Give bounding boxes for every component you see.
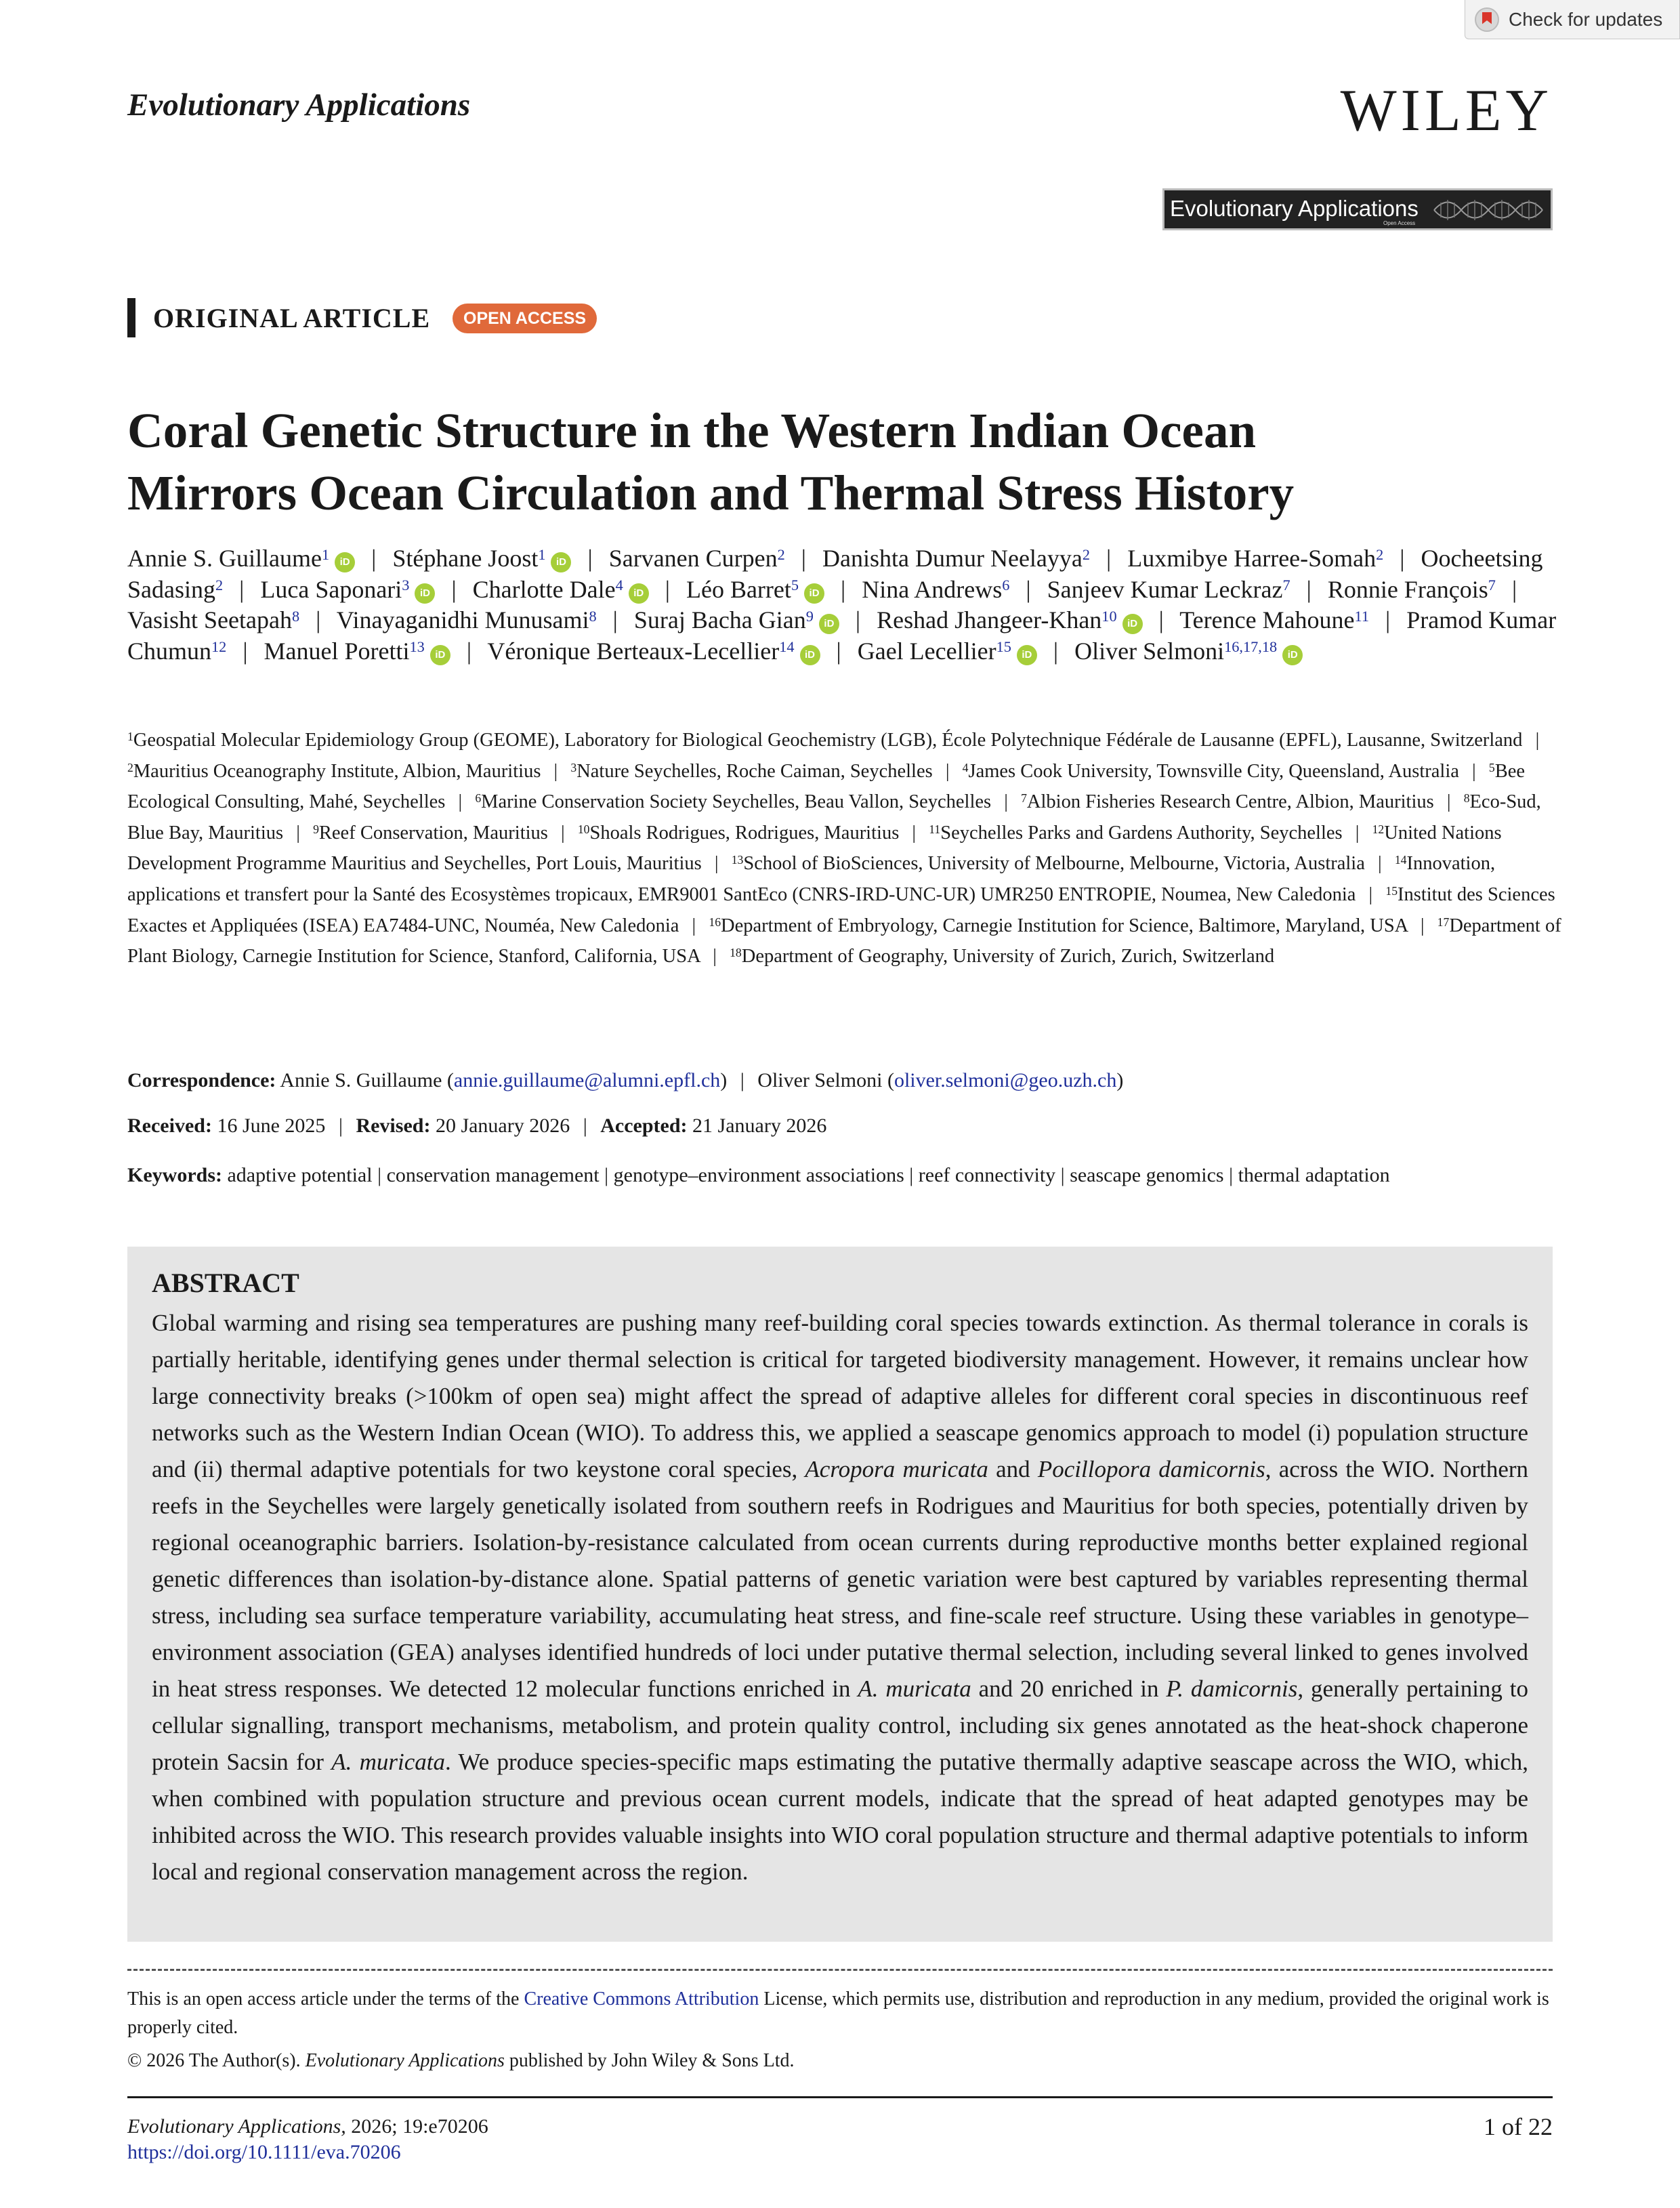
orcid-icon[interactable]: iD bbox=[800, 645, 820, 665]
copyright-pre: © 2026 The Author(s). bbox=[127, 2050, 301, 2071]
orcid-icon[interactable]: iD bbox=[430, 645, 450, 665]
affiliation bbox=[732, 853, 1365, 874]
author-affiliation-ref: 2 bbox=[777, 545, 785, 563]
affiliation-list bbox=[127, 725, 1563, 972]
affiliation-text: Department of Embryology, Carnegie Institution for Science, Baltimore, Maryland, USA bbox=[721, 915, 1408, 936]
author-affiliation-ref: 8 bbox=[589, 607, 597, 625]
dna-helix-icon bbox=[1433, 193, 1548, 227]
copyright bbox=[127, 2050, 795, 2072]
author-name: Reshad Jhangeer-Khan bbox=[877, 606, 1102, 633]
affiliation bbox=[578, 822, 899, 843]
affiliation-text: Innovation, applications et transfert pour la Santé des Ecosystèmes tropicaux, EMR9001 SantEco (CNRS-IRD-UNC-UR) UMR250 ENTROPIE, Noumea, New Caledonia bbox=[127, 853, 1496, 905]
wiley-logo: WILEY bbox=[1340, 78, 1553, 144]
license-notice bbox=[127, 1985, 1553, 2042]
keywords-label: Keywords: bbox=[127, 1164, 222, 1186]
correspondence: Correspondence: Annie S. Guillaume (annie.guillaume@alumni.epfl.ch) | Oliver Selmoni (oliver.selmoni@geo.uzh.ch) bbox=[127, 1069, 1124, 1091]
author-name: Sanjeev Kumar Leckraz bbox=[1047, 575, 1283, 603]
species-name: Pocillopora damicornis bbox=[1037, 1456, 1265, 1482]
orcid-icon[interactable]: iD bbox=[551, 552, 571, 572]
author-name: Suraj Bacha Gian bbox=[633, 606, 806, 633]
check-for-updates-button[interactable] bbox=[1465, 0, 1680, 39]
author-affiliation-ref: 7 bbox=[1488, 577, 1496, 594]
affiliation-text: United Nations Development Programme Mauritius and Seychelles, Port Louis, Mauritius bbox=[127, 822, 1502, 875]
abstract-part-4: , generally pertaining to cellular signalling, transport mechanisms, metabolism, and protein quality control, including six genes annotated as the heat-shock chaperone protein Sacsin for bbox=[152, 1675, 1529, 1775]
affiliation-number: 18 bbox=[730, 946, 742, 960]
affiliation-text: School of BioSciences, University of Melbourne, Melbourne, Victoria, Australia bbox=[743, 853, 1365, 875]
author-separator: | bbox=[1400, 545, 1405, 572]
affiliation-separator: | bbox=[912, 822, 917, 843]
author bbox=[609, 545, 785, 572]
author-name: Sarvanen Curpen bbox=[608, 545, 778, 572]
open-access-badge: OPEN ACCESS bbox=[453, 304, 597, 333]
author-affiliation-ref: 4 bbox=[615, 577, 623, 594]
affiliation bbox=[963, 761, 1459, 782]
author bbox=[1328, 576, 1496, 603]
author-separator: | bbox=[371, 545, 377, 572]
affiliation bbox=[570, 761, 932, 782]
author-name: Manuel Poretti bbox=[264, 637, 410, 665]
orcid-icon[interactable]: iD bbox=[415, 583, 435, 604]
affiliation bbox=[929, 822, 1342, 843]
doi-link[interactable]: https://doi.org/10.1111/eva.70206 bbox=[127, 2141, 401, 2163]
affiliation bbox=[127, 761, 541, 782]
author-affiliation-ref: 7 bbox=[1282, 577, 1290, 594]
author-name: Nina Andrews bbox=[862, 575, 1003, 603]
dashed-divider bbox=[127, 1969, 1553, 1971]
affiliation-number: 1 bbox=[127, 730, 133, 744]
affiliation-number: 15 bbox=[1385, 884, 1398, 898]
author-separator: | bbox=[239, 575, 245, 603]
title-line-1: Coral Genetic Structure in the Western Indian Ocean bbox=[127, 403, 1257, 458]
author bbox=[127, 545, 355, 572]
species-name: P. damicornis bbox=[1166, 1675, 1298, 1702]
orcid-icon[interactable]: iD bbox=[629, 583, 649, 604]
affiliation-text: Nature Seychelles, Roche Caiman, Seychelles bbox=[576, 760, 933, 782]
correspondence-author-2: Oliver Selmoni bbox=[757, 1069, 883, 1091]
footer-rule bbox=[127, 2096, 1553, 2098]
journal-banner[interactable] bbox=[1162, 188, 1553, 230]
orcid-icon[interactable]: iD bbox=[1282, 645, 1303, 665]
author bbox=[877, 606, 1142, 633]
banner-text: Evolutionary Applications bbox=[1170, 196, 1419, 221]
affiliation-text: Reef Conservation, Mauritius bbox=[318, 822, 548, 843]
crossmark-icon bbox=[1475, 7, 1499, 32]
author-name: Danishta Dumur Neelayya bbox=[822, 545, 1083, 572]
abstract-part-3: and 20 enriched in bbox=[978, 1675, 1159, 1702]
revised-date: 20 January 2026 bbox=[435, 1115, 570, 1137]
title-line-2: Mirrors Ocean Circulation and Thermal Stress History bbox=[127, 465, 1295, 520]
author bbox=[862, 576, 1009, 603]
keyword: seascape genomics bbox=[1070, 1164, 1224, 1186]
email-link-1[interactable]: annie.guillaume@alumni.epfl.ch bbox=[453, 1069, 721, 1091]
article-title bbox=[127, 400, 1563, 524]
abstract-part-2: , across the WIO. Northern reefs in the Seychelles were largely genetically isolated from southern reefs in Rodrigues and Mauritius for both species, potentially driven by regional oceanographic barriers. Isolation-by-resistance calculated from ocean currents during reproductive months better explained regional genetic differences than isolation-by-distance alone. Spatial patterns of genetic variation were best captured by variables representing thermal stress, including sea surface temperature variability, accumulating heat stress, and fine-scale reef structure. Using these variables in genotype–environment association (GEA) analyses identified hundreds of loci under putative thermal selection, including several linked to genes involved in heat stress responses. We detected 12 molecular functions enriched in bbox=[152, 1456, 1529, 1702]
affiliation-number: 13 bbox=[731, 853, 744, 867]
affiliation-number: 6 bbox=[475, 791, 482, 806]
species-name: Acropora muricata bbox=[805, 1456, 988, 1482]
abstract-and: and bbox=[996, 1456, 1030, 1482]
affiliation-separator: | bbox=[1420, 915, 1425, 936]
author-name: Vasisht Seetapah bbox=[127, 606, 292, 633]
correspondence-author-1: Annie S. Guillaume bbox=[280, 1069, 442, 1091]
footer-journal: Evolutionary Applications, bbox=[127, 2115, 346, 2138]
article-type: ORIGINAL ARTICLE bbox=[153, 303, 431, 333]
affiliation-text: Eco-Sud, Blue Bay, Mauritius bbox=[127, 791, 1541, 843]
abstract-part-5: . We produce species-specific maps estimating the putative thermally adaptive seascape across the WIO, which, when combined with population structure and previous ocean current models, indicate that the spread of heat adapted genotypes may be inhibited across the WIO. This research provides valuable insights into WIO coral population structure and thermal adaptive potentials to inform local and regional conservation management across the region. bbox=[152, 1749, 1529, 1885]
author-separator: | bbox=[1385, 606, 1391, 633]
author-separator: | bbox=[1053, 637, 1059, 665]
correspondence-label: Correspondence: bbox=[127, 1069, 276, 1091]
affiliation-text: Bee Ecological Consulting, Mahé, Seychelles bbox=[127, 760, 1526, 813]
affiliation-number: 2 bbox=[127, 760, 133, 774]
author-affiliation-ref: 9 bbox=[805, 607, 814, 625]
keyword: adaptive potential bbox=[227, 1164, 373, 1186]
affiliation-number: 8 bbox=[1463, 791, 1470, 806]
author-affiliation-ref: 1 bbox=[321, 545, 330, 563]
accepted-date: 21 January 2026 bbox=[692, 1115, 827, 1137]
abstract-part-1: Global warming and rising sea temperatures are pushing many reef-building coral species towards extinction. As thermal tolerance in corals is partially heritable, identifying genes under thermal selection is critical for targeted biodiversity management. However, it remains unclear how large connectivity breaks (>100km of open sea) might affect the spread of adaptive alleles for different coral species in discontinuous reef networks such as the Western Indian Ocean (WIO). To address this, we applied a seascape genomics approach to model (i) population structure and (ii) thermal adaptive potentials for two keystone coral species, bbox=[152, 1310, 1528, 1482]
author bbox=[392, 545, 571, 572]
abstract-heading: ABSTRACT bbox=[152, 1268, 299, 1298]
author-name: Léo Barret bbox=[686, 575, 791, 603]
creative-commons-link[interactable]: Creative Commons Attribution bbox=[524, 1988, 759, 2009]
affiliation-separator: | bbox=[692, 915, 696, 936]
orcid-icon[interactable]: iD bbox=[804, 583, 824, 604]
affiliation-number: 7 bbox=[1021, 791, 1027, 806]
affiliation bbox=[709, 915, 1407, 936]
affiliation-separator: | bbox=[714, 853, 719, 875]
affiliation-number: 5 bbox=[1488, 760, 1495, 774]
affiliation-text: Albion Fisheries Research Centre, Albion, Mauritius bbox=[1026, 791, 1434, 813]
affiliation-text: Seychelles Parks and Gardens Authority, Seychelles bbox=[940, 822, 1343, 843]
author-separator: | bbox=[836, 637, 841, 665]
affiliation bbox=[313, 822, 548, 843]
affiliation-separator: | bbox=[1446, 791, 1451, 813]
keyword: thermal adaptation bbox=[1238, 1164, 1390, 1186]
affiliation-number: 11 bbox=[929, 822, 941, 836]
author-name: Gael Lecellier bbox=[857, 637, 996, 665]
author-separator: | bbox=[1026, 575, 1031, 603]
article-type-bar bbox=[127, 298, 135, 337]
author-name: Terence Mahoune bbox=[1179, 606, 1355, 633]
author-name: Oocheetsing Sadasing bbox=[127, 545, 1543, 603]
author-affiliation-ref: 2 bbox=[215, 577, 224, 594]
affiliation-separator: | bbox=[1368, 883, 1373, 905]
author-separator: | bbox=[243, 637, 248, 665]
affiliation-number: 10 bbox=[577, 822, 590, 836]
author-affiliation-ref: 2 bbox=[1376, 545, 1384, 563]
author bbox=[858, 638, 1037, 665]
affiliation-number: 9 bbox=[313, 822, 319, 836]
page-number: 1 of 22 bbox=[1484, 2113, 1553, 2140]
keyword: conservation management bbox=[386, 1164, 600, 1186]
author bbox=[686, 576, 824, 603]
banner-sub: Open Access bbox=[1383, 220, 1416, 226]
affiliation-text: James Cook University, Townsville City, Queensland, Australia bbox=[968, 760, 1459, 782]
author bbox=[1127, 545, 1383, 572]
affiliation-separator: | bbox=[561, 822, 565, 843]
footer-volume: 2026; 19:e70206 bbox=[351, 2115, 488, 2138]
author bbox=[822, 545, 1090, 572]
keyword: genotype–environment associations bbox=[613, 1164, 904, 1186]
affiliation-separator: | bbox=[1535, 730, 1540, 751]
author-affiliation-ref: 2 bbox=[1082, 545, 1091, 563]
author-affiliation-ref: 3 bbox=[402, 577, 410, 594]
author-name: Véronique Berteaux-Lecellier bbox=[487, 637, 780, 665]
affiliation-number: 14 bbox=[1394, 853, 1407, 867]
author bbox=[634, 606, 839, 633]
affiliation-text: Marine Conservation Society Seychelles, Beau Vallon, Seychelles bbox=[481, 791, 992, 813]
author-separator: | bbox=[612, 606, 618, 633]
copyright-post: published by John Wiley & Sons Ltd. bbox=[509, 2050, 795, 2071]
author-name: Charlotte Dale bbox=[472, 575, 616, 603]
author-affiliation-ref: 13 bbox=[409, 638, 425, 656]
footer-citation bbox=[127, 2115, 488, 2138]
author-affiliation-ref: 8 bbox=[291, 607, 300, 625]
affiliation-text: Department of Plant Biology, Carnegie Institution for Science, Stanford, California, USA bbox=[127, 915, 1561, 967]
author-separator: | bbox=[1306, 575, 1311, 603]
author-separator: | bbox=[1158, 606, 1164, 633]
author-affiliation-ref: 15 bbox=[996, 638, 1011, 656]
author-separator: | bbox=[855, 606, 861, 633]
affiliation bbox=[1021, 791, 1434, 812]
affiliation bbox=[475, 791, 991, 812]
author-name: Annie S. Guillaume bbox=[127, 545, 322, 572]
author-separator: | bbox=[801, 545, 807, 572]
affiliation-text: Institut des Sciences Exactes et Appliquées (ISEA) EA7484-UNC, Nouméa, New Caledonia bbox=[127, 883, 1555, 936]
species-name: A. muricata bbox=[331, 1749, 445, 1775]
article-dates: Received: 16 June 2025 | Revised: 20 January 2026 | Accepted: 21 January 2026 bbox=[127, 1115, 827, 1137]
affiliation-separator: | bbox=[553, 760, 558, 782]
keyword-list: adaptive potential | conservation management | genotype–environment associations | reef connectivity | seascape genomics | thermal adaptation bbox=[227, 1164, 1390, 1186]
affiliation-separator: | bbox=[1472, 760, 1476, 782]
check-for-updates-label: Check for updates bbox=[1509, 8, 1663, 30]
orcid-icon[interactable]: iD bbox=[819, 614, 839, 634]
received-date: 16 June 2025 bbox=[217, 1115, 326, 1137]
author-separator: | bbox=[466, 637, 472, 665]
affiliation-separator: | bbox=[296, 822, 300, 843]
author-separator: | bbox=[841, 575, 846, 603]
author-separator: | bbox=[665, 575, 670, 603]
revised-label: Revised: bbox=[356, 1115, 431, 1137]
author-separator: | bbox=[1106, 545, 1112, 572]
affiliation-text: Department of Geography, University of Zurich, Zurich, Switzerland bbox=[741, 946, 1275, 967]
author-separator: | bbox=[587, 545, 593, 572]
license-pre: This is an open access article under the terms of the bbox=[127, 1988, 520, 2009]
affiliation-separator: | bbox=[945, 760, 950, 782]
affiliation bbox=[730, 946, 1274, 967]
accepted-label: Accepted: bbox=[600, 1115, 688, 1137]
orcid-icon[interactable]: iD bbox=[335, 552, 355, 572]
affiliation-separator: | bbox=[1355, 822, 1360, 843]
affiliation bbox=[127, 730, 1522, 751]
license-post: License, which permits use, distribution and reproduction in any medium, provided the original work is properly cited. bbox=[127, 1988, 1549, 2038]
author-list bbox=[127, 543, 1563, 667]
author-name: Ronnie François bbox=[1327, 575, 1488, 603]
author-affiliation-ref: 10 bbox=[1101, 607, 1117, 625]
author-separator: | bbox=[316, 606, 321, 633]
affiliation-text: Geospatial Molecular Epidemiology Group (GEOME), Laboratory for Biological Geochemistry (LGB), École Polytechnique Fédérale de Lausanne (EPFL), Lausanne, Switzerland bbox=[133, 730, 1523, 751]
author-name: Pramod Kumar Chumun bbox=[127, 606, 1557, 665]
author-affiliation-ref: 6 bbox=[1002, 577, 1010, 594]
affiliation-separator: | bbox=[458, 791, 463, 813]
author bbox=[1074, 638, 1303, 665]
author bbox=[1179, 606, 1369, 633]
email-link-2[interactable]: oliver.selmoni@geo.uzh.ch bbox=[894, 1069, 1117, 1091]
affiliation-number: 12 bbox=[1372, 822, 1385, 836]
author-affiliation-ref: 11 bbox=[1354, 607, 1370, 625]
orcid-icon[interactable]: iD bbox=[1017, 645, 1037, 665]
received-label: Received: bbox=[127, 1115, 212, 1137]
author bbox=[127, 606, 299, 633]
orcid-icon[interactable]: iD bbox=[1122, 614, 1143, 634]
author bbox=[487, 638, 820, 665]
affiliation-number: 17 bbox=[1437, 915, 1450, 929]
author-affiliation-ref: 1 bbox=[538, 545, 546, 563]
keywords bbox=[127, 1160, 1563, 1190]
affiliation-text: Shoals Rodrigues, Rodrigues, Mauritius bbox=[589, 822, 900, 843]
author-affiliation-ref: 12 bbox=[211, 638, 227, 656]
affiliation-number: 16 bbox=[709, 915, 721, 929]
abstract-text bbox=[152, 1305, 1528, 1890]
species-name: A. muricata bbox=[858, 1675, 971, 1702]
journal-name: Evolutionary Applications bbox=[127, 87, 471, 123]
affiliation-text: Mauritius Oceanography Institute, Albion, Mauritius bbox=[133, 760, 541, 782]
affiliation-separator: | bbox=[1378, 853, 1382, 875]
author-name: Stéphane Joost bbox=[392, 545, 539, 572]
author-name: Luca Saponari bbox=[260, 575, 402, 603]
affiliation-separator: | bbox=[1004, 791, 1008, 813]
author bbox=[1047, 576, 1290, 603]
affiliation-number: 4 bbox=[962, 760, 969, 774]
keyword: reef connectivity bbox=[918, 1164, 1056, 1186]
author-affiliation-ref: 5 bbox=[791, 577, 799, 594]
author-name: Oliver Selmoni bbox=[1074, 637, 1225, 665]
copyright-journal: Evolutionary Applications bbox=[305, 2050, 505, 2071]
author-name: Luxmibye Harree-Somah bbox=[1127, 545, 1377, 572]
affiliation-number: 3 bbox=[570, 760, 577, 774]
author bbox=[337, 606, 597, 633]
author-affiliation-ref: 14 bbox=[779, 638, 795, 656]
author bbox=[264, 638, 450, 665]
affiliation-separator: | bbox=[713, 946, 717, 967]
author bbox=[260, 576, 435, 603]
author-affiliation-ref: 16,17,18 bbox=[1224, 638, 1278, 656]
author-separator: | bbox=[1511, 575, 1517, 603]
author-name: Vinayaganidhi Munusami bbox=[336, 606, 589, 633]
author bbox=[473, 576, 649, 603]
author-separator: | bbox=[451, 575, 457, 603]
